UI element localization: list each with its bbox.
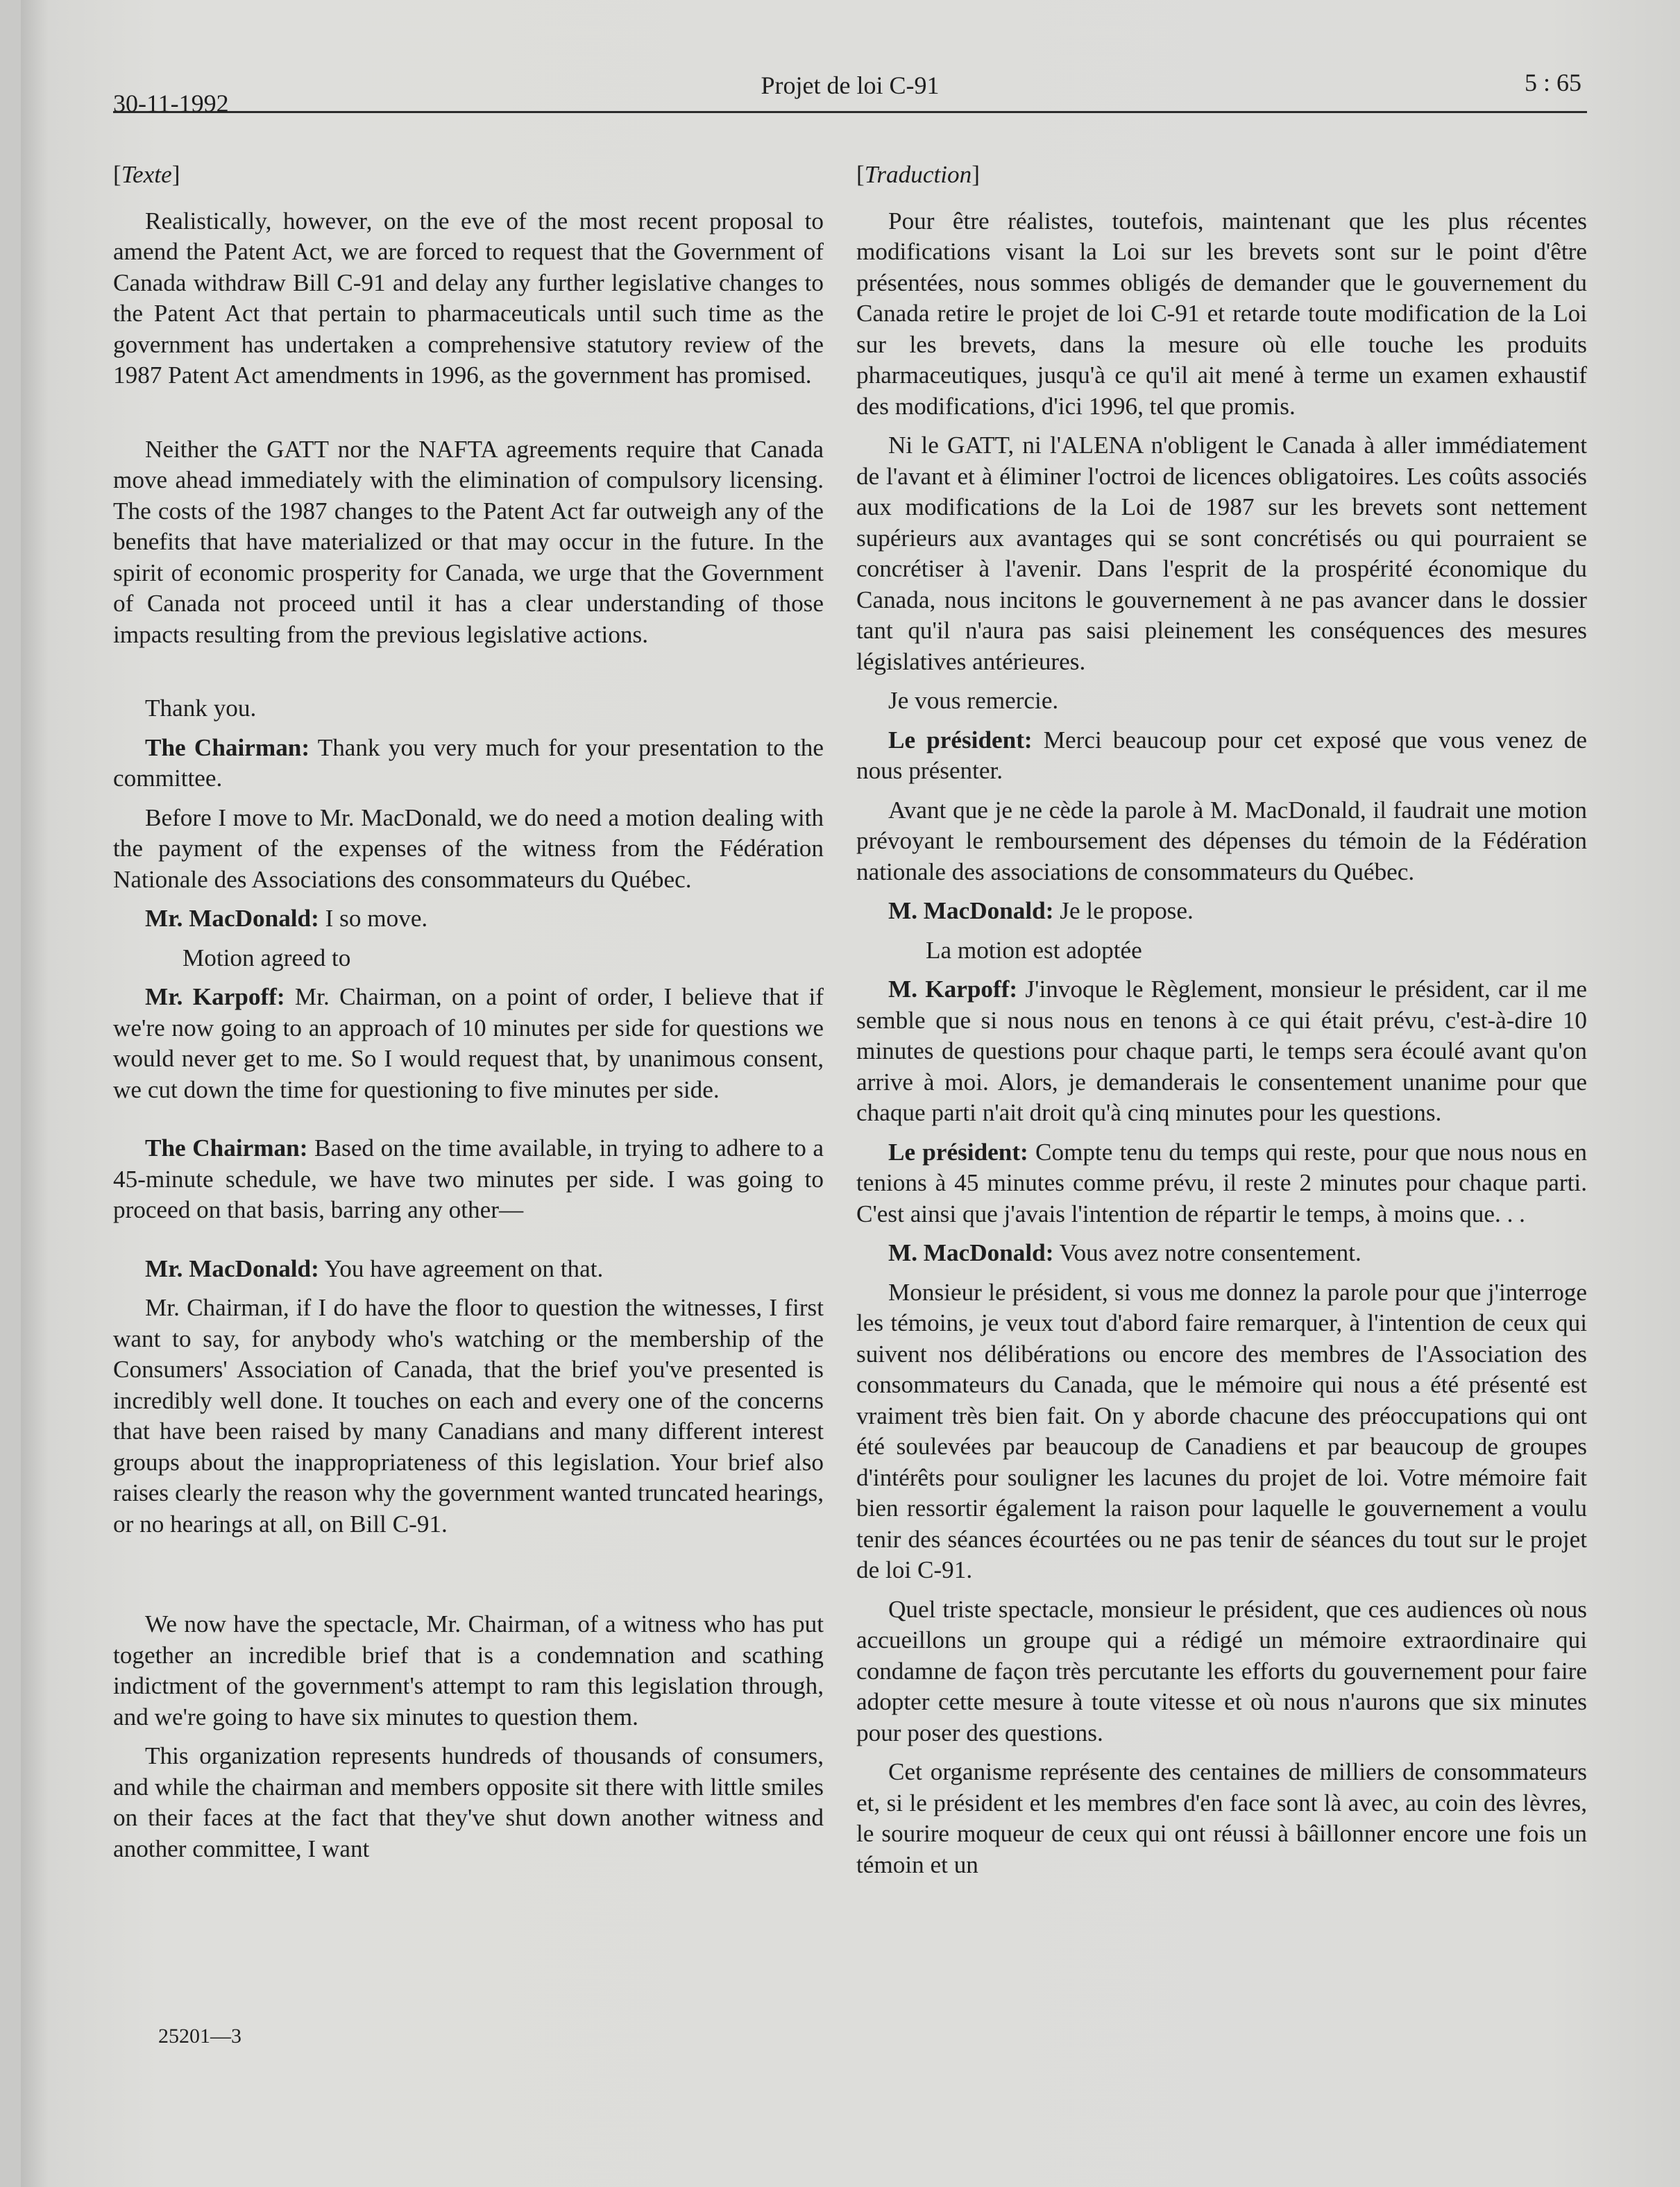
speaker-paragraph: Le président: Merci beaucoup pour cet exposé que vous venez de nous présenter. [856,726,1587,784]
speaker-paragraph: M. Karpoff: J'invoque le Règlement, monsieur le président, car il me semble que si nous nous en tenons à ce qui était prévu, c'est-à-dire 10 minutes de questions pour chaque parti, le temps sera écoulé avant qu'on arrive à moi. Alors, je demanderais le consentement unanime pour que chaque parti n'ait droit qu'à cinq minutes pour les questions. [856,976,1587,1126]
print-code: 25201—3 [158,2025,241,2048]
paragraph: Thank you. [145,695,257,722]
column-tag: [Traduction] [856,161,980,188]
paragraph: We now have the spectacle, Mr. Chairman, of a witness who has put together an incredible brief that is a condemnation and scathing indictment of the government's attempt to ram this legislation through, and we're going to have six minutes to question them. [113,1610,824,1730]
paragraph: Cet organisme représente des centaines de milliers de consommateurs et, si le président et les membres d'en face sont là avec, au coin des lèvres, le sourire moqueur de ceux qui ont réussi à bâillonner encore une fois un témoin et un [856,1758,1587,1878]
paragraph: Ni le GATT, ni l'ALENA n'obligent le Canada à aller immédiatement de l'avant et à éliminer l'octroi de licences obligatoires. Les coûts associés aux modifications de la Loi de 1987 sur les brevets sont nettement supérieurs aux avantages qui se sont concrétisés ou qui pourraient se concrétiser à l'avenir. Dans l'esprit de la prospérité économique du Canada, nous incitons le gouvernement à ne pas avancer dans le dossier tant qu'il n'aura pas saisi pleinement les conséquences des mesures législatives antérieures. [856,432,1587,675]
paragraph: Quel triste spectacle, monsieur le président, que ces audiences où nous accueillons un groupe qui a rédigé un mémoire extraordinaire qui condamne de façon très percutante les efforts du gouvernement pour faire adopter cette mesure à toute vitesse et où nous n'aurons que six minutes pour poser des questions. [856,1595,1587,1746]
paragraph: This organization represents hundreds of thousands of consumers, and while the chairman and members opposite sit there with little smiles on their faces at the fact that they've shut down another witness and another committee, I want [113,1742,824,1862]
speaker-paragraph: The Chairman: Thank you very much for your presentation to the committee. [113,733,824,792]
paragraph: Before I move to Mr. MacDonald, we do need a motion dealing with the payment of the expenses of the witness from the Fédération Nationale des Associations des consommateurs du Québec. [113,803,824,893]
header-title: Projet de loi C-91 [761,71,940,99]
speaker-paragraph: Mr. MacDonald: I so move. [145,905,428,932]
paragraph: Realistically, however, on the eve of the most recent proposal to amend the Patent Act, we are forced to request that the Government of Canada withdraw Bill C-91 and delay any further legislative changes to the Patent Act that pertain to pharmaceuticals until such time as the government has undertaken a comprehensive statutory review of the 1987 Patent Act amendments in 1996, as the government has promised. [113,207,824,389]
procedural-note: Motion agreed to [183,944,351,971]
header-page-number: 5 : 65 [1524,69,1581,96]
paragraph: Pour être réalistes, toutefois, maintenant que les plus récentes modifications visant la Loi sur les brevets sont sur le point d'être présentées, nous sommes obligés de demander que le gouvernement du Canada retire le projet de loi C-91 et retarde toute modification de la Loi sur les brevets, dans la mesure où elle touche les produits pharmaceutiques, jusqu'à ce qu'il ait mené à terme un examen exhaustif des modifications, d'ici 1996, tel que promis. [856,207,1587,420]
speaker-paragraph: Le président: Compte tenu du temps qui reste, pour que nous nous en tenions à 45 minutes comme prévu, il reste 2 minutes pour chaque parti. C'est ainsi que j'avais l'intention de répartir le temps, à moins que. . . [856,1138,1588,1227]
english-column [113,160,824,1864]
paragraph: Mr. Chairman, if I do have the floor to question the witnesses, I first want to say, for anybody who's watching or the membership of the Consumers' Association of Canada, that the brief you've presented is incredibly well done. It touches on each and every one of the concerns that have been raised by many Canadians and many different interest groups about the inappropriateness of this legislation. Your brief also raises clearly the reason why the government wanted truncated hearings, or no hearings at all, on Bill C-91. [113,1294,824,1538]
speaker-paragraph: Mr. MacDonald: You have agreement on that. [145,1254,604,1282]
speaker-paragraph: The Chairman: Based on the time available, in trying to adhere to a 45-minute schedule, we have two minutes per side. I was going to proceed on that basis, barring any other— [113,1134,824,1223]
paragraph: Neither the GATT nor the NAFTA agreements require that Canada move ahead immediately with the elimination of compulsory licensing. The costs of the 1987 changes to the Patent Act far outweigh any of the benefits that have materialized or that may occur in the future. In the spirit of economic prosperity for Canada, we urge that the Government of Canada not proceed until it has a clear understanding of those impacts resulting from the previous legislative actions. [113,435,824,648]
paragraph: Je vous remercie. [888,687,1059,714]
speaker-paragraph: M. MacDonald: Je le propose. [888,897,1194,924]
paragraph: Monsieur le président, si vous me donnez la parole pour que j'interroge les témoins, je veux tout d'abord faire remarquer, à l'intention de ceux qui suivent nos délibérations ou encore des membres de l'Association des consommateurs du Canada, que le mémoire qui nous a été présenté est vraiment très bien fait. On y aborde chacune des préoccupations qui ont été soulevées par beaucoup de Canadiens et par beaucoup de groupes d'intérêts pour souligner les lacunes du projet de loi. Votre mémoire fait bien ressortir également la raison pour laquelle le gouvernement a voulu tenir des séances écourtées ou ne pas tenir de séances du tout sur le projet de loi C-91. [856,1278,1587,1583]
french-column [856,160,1587,1880]
header-date: 30-11-1992 [113,90,229,117]
paragraph: Avant que je ne cède la parole à M. MacDonald, il faudrait une motion prévoyant le remboursement des dépenses du témoin de la Fédération nationale des associations de consommateurs du Québec. [856,796,1587,885]
speaker-paragraph: Mr. Karpoff: Mr. Chairman, on a point of order, I believe that if we're now going to an approach of 10 minutes per side for questions we would never get to me. So I would request that, by unanimous consent, we cut down the time for questioning to five minutes per side. [113,983,824,1103]
procedural-note: La motion est adoptée [926,936,1142,964]
column-tag: [Texte] [113,161,180,188]
document-page [21,0,1680,2187]
running-header [113,68,1587,117]
speaker-paragraph: M. MacDonald: Vous avez notre consentement. [888,1239,1361,1266]
